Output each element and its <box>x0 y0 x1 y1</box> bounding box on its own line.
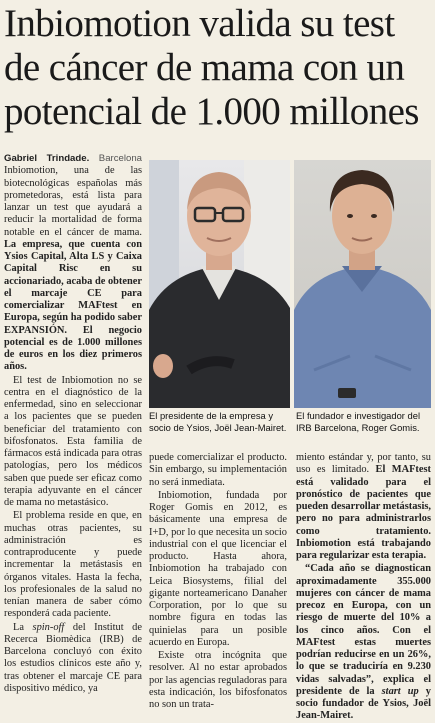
headline <box>4 2 434 134</box>
paragraph-4-em: spin-off <box>32 621 65 633</box>
article-column-3 <box>296 452 431 723</box>
byline-city: Barcelona <box>98 153 142 164</box>
article-column-2 <box>149 452 287 711</box>
photo-caption-founder: El fundador e investigador del IRB Barcelona, Roger Gomis. <box>296 410 421 433</box>
col3-paragraph-1-bold: El MAFtest está validado para el pronóstico de pacientes que pueden desarrollar metástasis, pero no para administrarlos como tratamiento. Inbiomotion está trabajando para regularizar esta terapia. <box>296 464 432 561</box>
paragraph-2: El test de Inbiomotion no se centra en el diagnóstico de la enfermedad, sino en seleccionar a los pacientes que se pueden beneficiar del tratamiento con bifosfonatos. Esta familia de fármacos está indicada para otras patologías, pero los médicos saben que puede ser eficaz como terapia adyuvante en el cáncer de mama no metastásico. <box>4 374 142 508</box>
photo-founder <box>294 160 431 408</box>
headline-line-1: Inbiomotion valida su test <box>4 2 395 45</box>
paragraph-1b: La empresa, que cuenta con Ysios Capital, Alta LS y Caixa Capital Risc en su accionariado, acaba de obtener el marcaje CE para comercializar MAFtest en Europa, según ha podido saber EXPANSIÓN. El negocio potencial es de 1.000 millones de euros en los diez primeros años. <box>4 238 142 373</box>
photo-founder-illustration <box>294 160 431 408</box>
photo-president <box>149 160 290 408</box>
col2-paragraph-1: puede comercializar el producto. Sin embargo, su implementación no será inmediata. <box>149 452 287 488</box>
article-column-1 <box>4 153 142 695</box>
lead-paragraph <box>4 153 142 374</box>
headline-line-2: de cáncer de mama con un <box>4 46 405 89</box>
quote-end: y socio fundador de Ysios, Joël Jean-Mairet. <box>296 685 431 722</box>
paragraph-3: El problema reside en que, en muchas otras pacientes, su administración es contraproducente y puede incrementar la metástasis en órganos vitales. Hasta la fecha, los profesionales de la salud no tenían manera de saber cómo responderá cada paciente. <box>4 510 142 620</box>
photo-caption-president: El presidente de la empresa y socio de Ysios, Joël Jean-Mairet. <box>149 410 287 433</box>
byline-author: Gabriel Trindade. <box>4 153 90 164</box>
photo-president-illustration <box>149 160 290 408</box>
col3-paragraph-1a: miento estándar y, por tanto, su uso es limitado. <box>296 452 431 476</box>
quote-paragraph <box>296 563 431 722</box>
quote-text: “Cada año se diagnostican aproximadamente 355.000 mujeres con cáncer de mama precoz en Europa, con un riesgo de muerte del 10% a los cinco años. Con el MAFtest estas muertes podrían reducirse en un 26%, lo que se traduciría en 9.230 vidas salvadas”, explica el presidente de la <box>296 563 431 697</box>
col3-paragraph-1 <box>296 452 431 562</box>
col2-paragraph-2: Inbiomotion, fundada por Roger Gomis en 2012, es básicamente una empresa de I+D, por lo que necesita un socio industrial con el que licenciar el producto. Hasta ahora, Inbiomotion ha trabajado con Leica Biosystems, filial del gigante norteamericano Danaher Corporation, por lo que su nombre figura en todas las quinielas para un posible acuerdo en Europa. <box>149 489 287 648</box>
byline <box>4 153 142 164</box>
headline-line-3: potencial de 1.000 millones <box>4 90 419 133</box>
paragraph-4b: del Institut de Recerca Biomèdica (IRB) de Barcelona concluyó con éxito los estudios clínicos este año y, tras obtener el marcaje CE para dispositivo médico, ya <box>4 621 142 694</box>
paragraph-4 <box>4 622 142 696</box>
col2-paragraph-3: Existe otra incógnita que resolver. Al no estar aprobados por las agencias reguladoras para esta indicación, los bifosfonatos no son un trata- <box>149 650 287 710</box>
quote-em: start up <box>381 685 419 697</box>
paragraph-1a: Inbiomotion, una de las biotecnológicas españolas más prometedoras, está lista para lanzar un test que ayudará a reducir la mortalidad de forma notable en el cáncer de mama. <box>4 165 142 238</box>
paragraph-4a: La <box>13 621 33 633</box>
